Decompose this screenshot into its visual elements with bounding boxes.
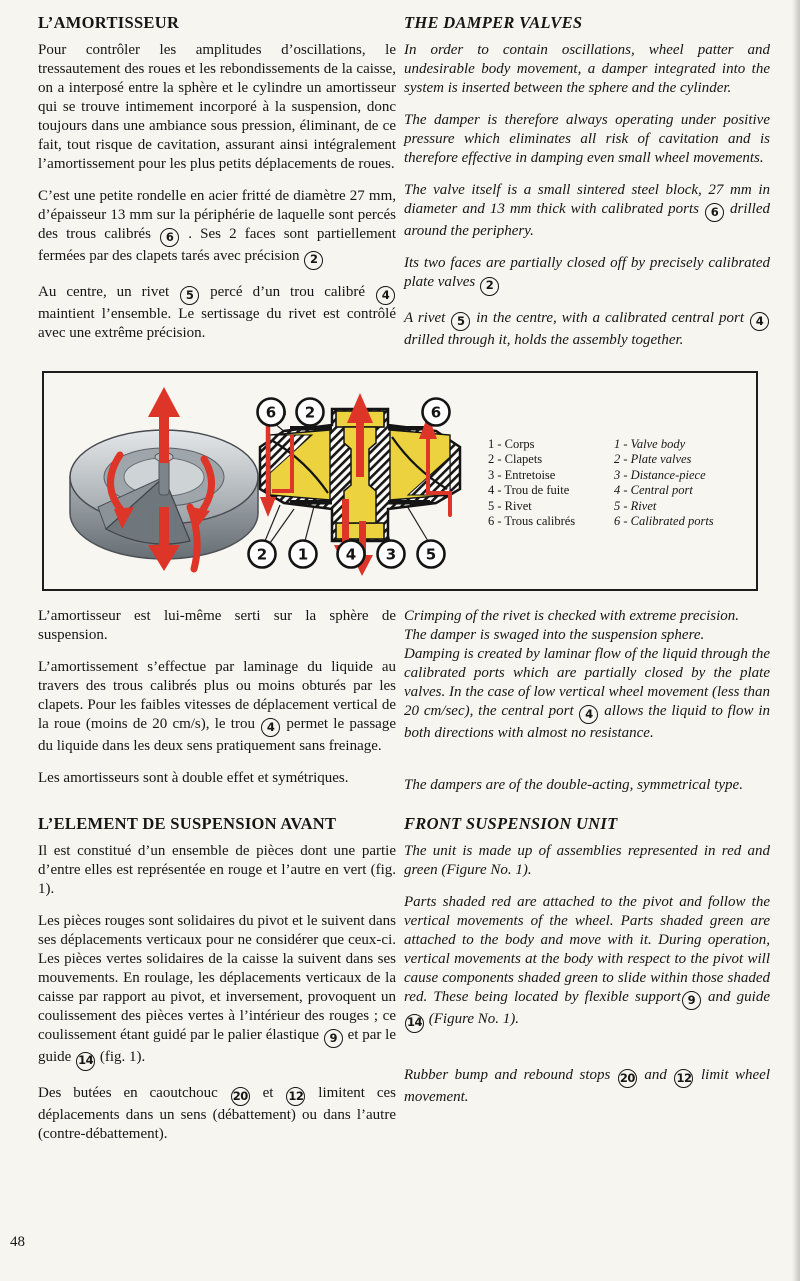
callout-3-bottom: 3 (385, 545, 397, 564)
french-column-top (38, 13, 396, 363)
bottom-section (0, 814, 800, 1157)
circled-callout-6: 6 (160, 228, 179, 247)
english-column-middle (404, 607, 770, 808)
french-paragraph: Pour contrôler les amplitudes d’oscillations, le tressautement des roues et les rebondissements de la caisse, on a interposé entre la sphère et le cylindre un amortisseur qui se trouve intimement incorporé à la suspension, donc toujours dans une ambiance sous pression, éliminant, de ce fait, tout risque de cavitation, assurant ainsi intégralement l’amortissement pour les plus petits déplacements de roues. (38, 42, 396, 172)
callout-2-bottom: 2 (256, 545, 268, 564)
legend-line: 2 - Clapets (488, 452, 543, 467)
legend-line: 4 - Central port (614, 483, 693, 498)
figure-legend-french (488, 437, 575, 530)
callout-1-bottom: 1 (297, 545, 309, 564)
french-paragraph: C’est une petite rondelle en acier fritté de diamètre 27 mm, d’épaisseur 13 mm sur la périphérie de laquelle sont percés des trous calibrés 6 . Ses 2 faces sont partiellement fermées par des clapets tarés avec précision 2 (38, 187, 396, 270)
circled-callout-14: 14 (405, 1014, 424, 1033)
english-heading-suspension: FRONT SUSPENSION UNIT (404, 814, 618, 833)
circled-callout-4: 4 (376, 286, 395, 305)
french-paragraph: L’amortissement s’effectue par laminage du liquide au travers des trous calibrés plus ou moins obturés par les clapets. Pour les faibles vitesses de déplacement vertical de la roue (moins de 20 cm/s), le trou 4 permet le passage du liquide dans les deux sens pratiquement sans freinage. (38, 658, 396, 754)
legend-line: 6 - Trous calibrés (488, 514, 576, 529)
circled-callout-2: 2 (304, 251, 323, 270)
middle-section (0, 607, 800, 808)
french-paragraph: L’amortisseur est lui-même serti sur la sphère de suspension. (38, 607, 396, 643)
top-section (0, 0, 800, 363)
english-paragraph: The valve itself is a small sintered steel block, 27 mm in diameter and 13 mm thick with calibrated ports 6 drilled around the periphery. (404, 182, 770, 240)
page-number: 48 (10, 1234, 25, 1250)
circled-callout-20: 20 (618, 1069, 637, 1088)
callout-2-top: 2 (304, 403, 316, 422)
legend-line: 1 - Corps (488, 436, 535, 451)
english-column-bottom (404, 814, 770, 1157)
figure-legend-english (614, 437, 714, 530)
french-paragraph: Les amortisseurs sont à double effet et symétriques. (38, 770, 349, 786)
english-paragraph: The dampers are of the double-acting, symmetrical type. (404, 777, 743, 793)
damper-valve-figure (42, 371, 758, 591)
english-paragraph: The unit is made up of assemblies represented in red and green (Figure No. 1). (404, 843, 770, 878)
legend-line: 1 - Valve body (614, 436, 686, 451)
circled-callout-4: 4 (750, 312, 769, 331)
french-column-bottom (38, 814, 396, 1157)
english-heading-damper: THE DAMPER VALVES (404, 13, 583, 32)
french-heading-damper: L’AMORTISSEUR (38, 13, 180, 32)
english-paragraph: Rubber bump and rebound stops 20 and 12 limit wheel movement. (404, 1066, 771, 1105)
circled-callout-4: 4 (579, 705, 598, 724)
callout-4-bottom: 4 (345, 545, 357, 564)
english-paragraph: A rivet 5 in the centre, with a calibrated central port 4 drilled through it, holds the assembly together. (404, 309, 770, 350)
circled-callout-20: 20 (231, 1087, 250, 1106)
damper-cross-section-diagram (249, 393, 461, 576)
legend-line: 3 - Entretoise (488, 467, 556, 482)
circled-callout-6: 6 (705, 203, 724, 222)
english-paragraph: The damper is swaged into the suspension sphere. (404, 626, 705, 643)
callout-5-bottom: 5 (425, 545, 437, 564)
circled-callout-14: 14 (76, 1052, 95, 1071)
english-paragraph: In order to contain oscillations, wheel patter and undesirable body movement, a damper integrated into the system is inserted between the sphere and the cylinder. (404, 42, 770, 96)
legend-line: 3 - Distance-piece (614, 467, 706, 482)
legend-line: 2 - Plate valves (614, 452, 692, 467)
circled-callout-12: 12 (674, 1069, 693, 1088)
legend-line: 4 - Trou de fuite (488, 483, 570, 498)
english-paragraph: Parts shaded red are attached to the pivot and follow the vertical movements of the wheel. Parts shaded green are attached to the body and move with it. During operation, vertical movements at the body with respect to the pivot will cause components shaded green to slide within those shaded red. These being located by flexible support 9 and guide 14 (Figure No. 1). (404, 893, 770, 1033)
english-paragraph: The damper is therefore always operating under positive pressure which eliminates all risk of cavitation and is therefore effective in damping even small wheel movements. (404, 112, 770, 166)
circled-callout-5: 5 (180, 286, 199, 305)
french-paragraph: Au centre, un rivet 5 percé d’un trou calibré 4 maintient l’ensemble. Le sertissage du rivet est contrôlé avec une extrême précision. (38, 283, 396, 341)
legend-line: 5 - Rivet (614, 498, 657, 513)
callout-6-top-right: 6 (430, 403, 442, 422)
circled-callout-2: 2 (480, 277, 499, 296)
legend-line: 5 - Rivet (488, 498, 532, 513)
french-paragraph: Des butées en caoutchouc 20 et 12 limitent ces déplacements dans un sens (débattement) ou dans l’autre (contre-débattement). (38, 1084, 396, 1142)
circled-callout-5: 5 (451, 312, 470, 331)
legend-line: 6 - Calibrated ports (614, 514, 714, 529)
circled-callout-4: 4 (261, 718, 280, 737)
english-column-top (404, 13, 770, 363)
french-paragraph: Il est constitué d’un ensemble de pièces dont une partie d’entre elles est représentée en rouge et l’autre en vert (fig. 1). (38, 843, 396, 897)
english-paragraph: Crimping of the rivet is checked with extreme precision. (404, 607, 740, 624)
french-column-middle (38, 607, 396, 808)
callout-6-top-left: 6 (265, 403, 277, 422)
circled-callout-9: 9 (324, 1029, 343, 1048)
french-heading-suspension: L’ELEMENT DE SUSPENSION AVANT (38, 814, 337, 833)
circled-callout-9: 9 (682, 991, 701, 1010)
damper-cutaway-illustration (70, 387, 258, 571)
circled-callout-12: 12 (286, 1087, 305, 1106)
french-paragraph: Les pièces rouges sont solidaires du pivot et le suivent dans ses déplacements verticaux pour ne considérer que ceux-ci. Les pièces vertes solidaires de la caisse la suivent dans ses mouvements. En roulage, les déplacements verticaux de la caisse par rapport au pivot, et inversement, provoquent un coulissement des pièces vertes à l’intérieur des rouges ; ce coulissement étant guidé par le palier élastique 9 et par le guide 14 (fig. 1). (38, 912, 396, 1071)
english-paragraph: Its two faces are partially closed off by precisely calibrated plate valves 2 (404, 254, 770, 295)
english-paragraph: Damping is created by laminar flow of the liquid through the calibrated ports which are partially closed by the plate valves. In the case of low vertical wheel movement (less than 20 cm/sec), the central port 4 allows the liquid to flow in both directions with almost no resistance. (404, 645, 770, 741)
